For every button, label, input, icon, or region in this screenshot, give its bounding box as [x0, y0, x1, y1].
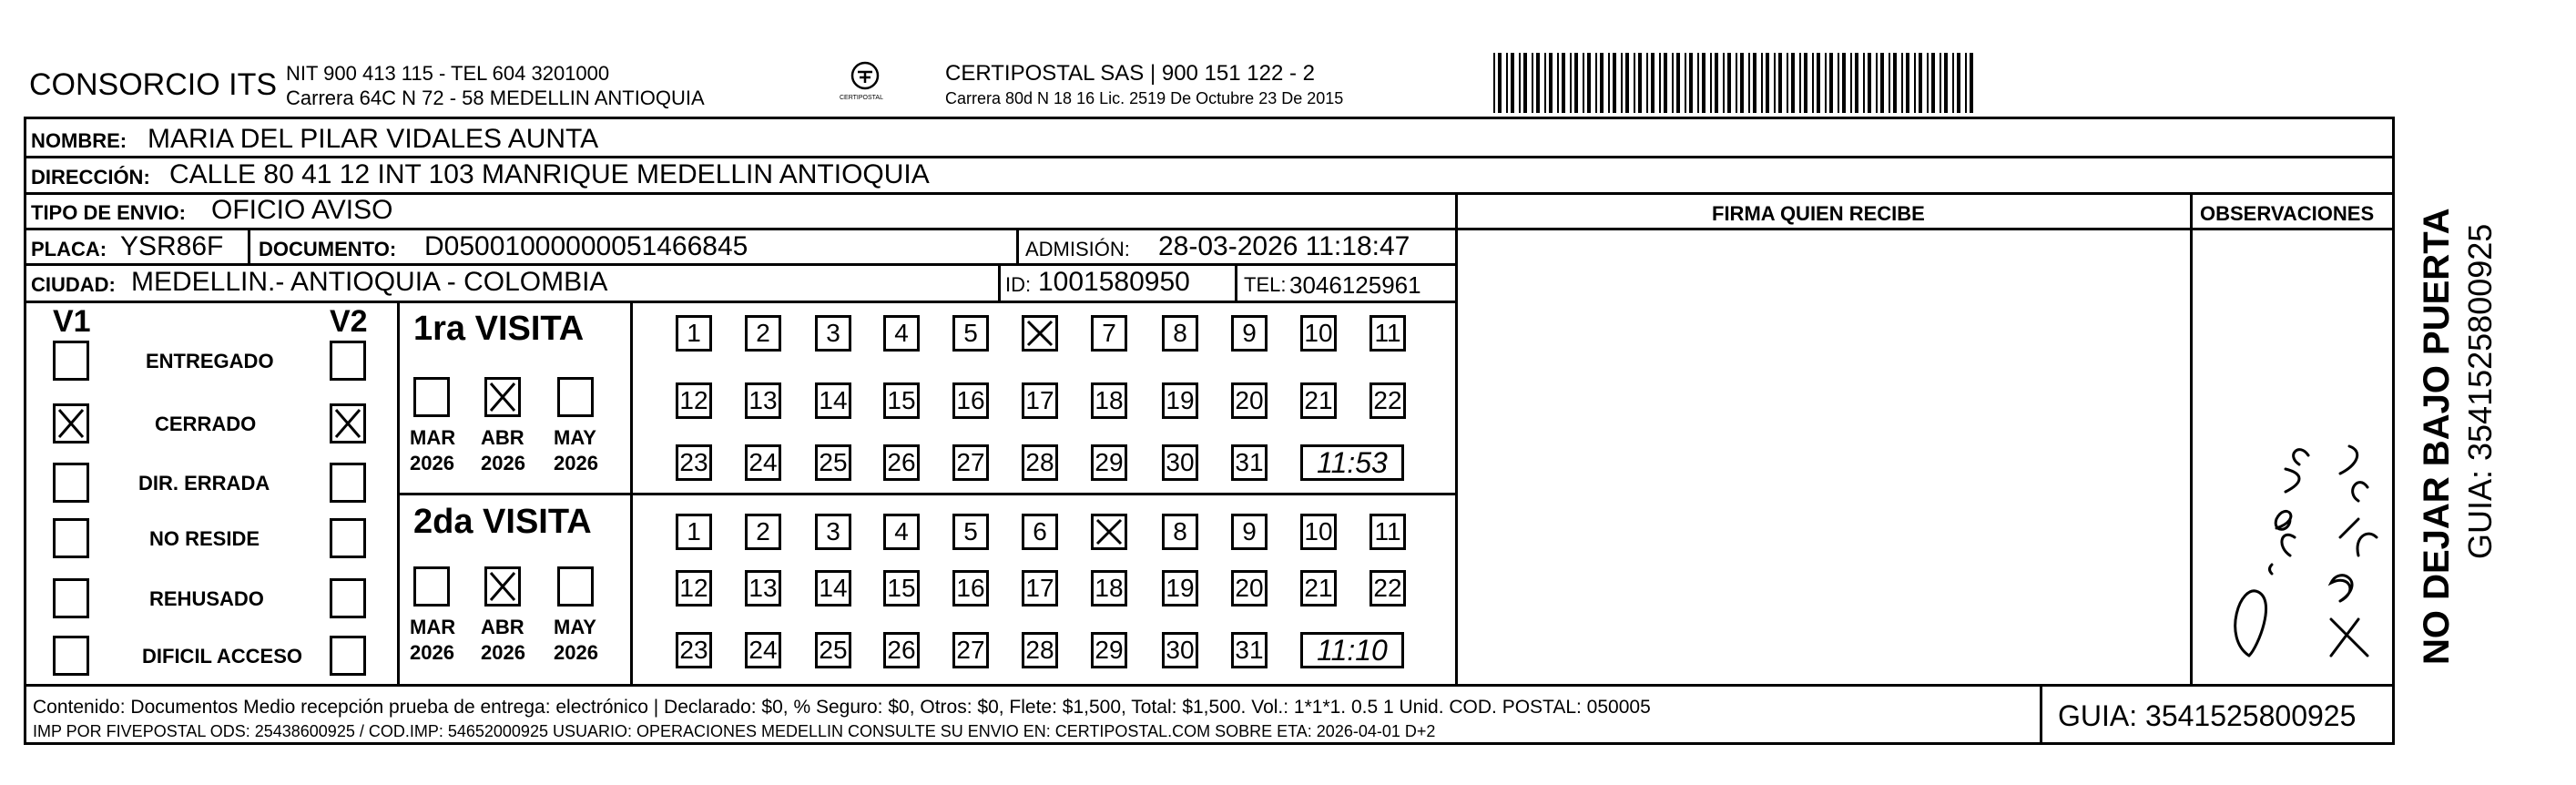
- v1-checkbox-dificil-acceso[interactable]: [53, 636, 89, 676]
- barcode-bar: [1761, 53, 1763, 113]
- day-number: 9: [1242, 517, 1257, 545]
- visit2-day-15[interactable]: [883, 570, 920, 607]
- day-number: 12: [679, 386, 708, 414]
- visit2-day-29[interactable]: [1091, 632, 1127, 668]
- reason-label: DIFICIL ACCESO: [142, 645, 303, 668]
- documento-label: DOCUMENTO:: [259, 238, 397, 260]
- barcode-bar: [1791, 53, 1795, 113]
- barcode-bar: [1498, 53, 1502, 113]
- id-label: ID:: [1005, 273, 1032, 296]
- visit2-month-label: MAR: [410, 616, 456, 638]
- barcode-bar: [1710, 53, 1712, 113]
- check-mark-icon: [332, 406, 363, 441]
- day-number: 2: [756, 319, 770, 347]
- visit1-day-24[interactable]: [745, 444, 781, 481]
- visit1-day-18[interactable]: [1091, 382, 1127, 419]
- visit1-day-11[interactable]: [1369, 315, 1406, 352]
- visit1-day-16[interactable]: [952, 382, 989, 419]
- visit1-day-22[interactable]: [1369, 382, 1406, 419]
- barcode-bar: [1817, 53, 1820, 113]
- day-number: 28: [1025, 636, 1054, 664]
- day-number: 3: [826, 319, 840, 347]
- visit1-day-8[interactable]: [1162, 315, 1198, 352]
- visit2-month-label: ABR: [481, 616, 524, 638]
- barcode-bar: [1804, 53, 1807, 113]
- visit1-day-14[interactable]: [815, 382, 851, 419]
- v2-checkbox-dir-errada[interactable]: [330, 463, 366, 503]
- barcode-bar: [1838, 53, 1839, 113]
- barcode: [1493, 53, 1976, 115]
- tipo-envio-label: TIPO DE ENVIO:: [31, 201, 186, 224]
- barcode-bar: [1493, 53, 1495, 113]
- placa-label: PLACA:: [31, 238, 107, 260]
- day-number: 25: [819, 636, 848, 664]
- certipostal-logo-icon: [843, 60, 887, 91]
- day-number: 9: [1242, 319, 1257, 347]
- visit1-day-23[interactable]: [676, 444, 712, 481]
- visit2-day-8[interactable]: [1162, 514, 1198, 550]
- visit2-day-26[interactable]: [883, 632, 920, 668]
- side-guia: GUIA: 3541525800925: [2461, 223, 2499, 559]
- visit1-day-29[interactable]: [1091, 444, 1127, 481]
- day-number: 5: [963, 517, 978, 545]
- visit1-day-17[interactable]: [1022, 382, 1058, 419]
- visit1-month-abr-checkbox[interactable]: [484, 377, 521, 417]
- visit1-day-20[interactable]: [1231, 382, 1268, 419]
- barcode-bar: [1906, 53, 1909, 113]
- barcode-bar: [1532, 53, 1533, 113]
- day-number: 5: [963, 319, 978, 347]
- visit2-day-10[interactable]: [1300, 514, 1337, 550]
- observaciones-label: OBSERVACIONES: [2200, 202, 2375, 225]
- barcode-bar: [1574, 53, 1578, 113]
- col-line: [1016, 228, 1019, 264]
- barcode-bar: [1957, 53, 1960, 113]
- visit2-day-12[interactable]: [676, 570, 712, 607]
- barcode-bar: [1570, 53, 1572, 113]
- day-number: 20: [1235, 386, 1264, 414]
- day-number: 8: [1173, 517, 1187, 545]
- barcode-bar: [1625, 53, 1629, 113]
- visit2-month-may-checkbox[interactable]: [557, 566, 594, 607]
- visit1-year-label: 2026: [481, 452, 525, 474]
- visit1-year-label: 2026: [410, 452, 454, 474]
- certipostal-logo-text: CERTIPOSTAL: [840, 95, 883, 101]
- visit1-day-19[interactable]: [1162, 382, 1198, 419]
- row-line: [24, 228, 2395, 230]
- col-line-firma: [1455, 192, 1458, 685]
- visit1-month-mar-checkbox[interactable]: [413, 377, 450, 417]
- day-number: 27: [956, 448, 985, 476]
- v1-label: V1: [53, 304, 91, 339]
- barcode-bar: [1583, 53, 1584, 113]
- barcode-bar: [1595, 53, 1597, 113]
- visit1-year-label: 2026: [554, 452, 598, 474]
- barcode-bar: [1893, 53, 1897, 113]
- visit2-day-23[interactable]: [676, 632, 712, 668]
- documento-value: D05001000000051466845: [424, 231, 748, 261]
- barcode-bar: [1855, 53, 1858, 113]
- visit1-day-15[interactable]: [883, 382, 920, 419]
- day-number: 24: [748, 636, 778, 664]
- barcode-bar: [1919, 53, 1922, 113]
- check-mark-icon: [56, 406, 87, 441]
- barcode-bar: [1587, 53, 1591, 113]
- footer-imp: IMP POR FIVEPOSTAL ODS: 25438600925 / COD.IMP: 54652000925 USUARIO: OPERACIONES MEDELLIN CONSULTE SU ENVIO EN: CERTIPOSTAL.COM SOBRE ETA: 2026-04-01 D+2: [33, 722, 1436, 740]
- day-number: 25: [819, 448, 848, 476]
- day-number: 18: [1095, 574, 1124, 602]
- reason-label: CERRADO: [155, 413, 257, 435]
- visit1-month-label: ABR: [481, 426, 524, 449]
- visit2-day-27[interactable]: [952, 632, 989, 668]
- visit1-day-6[interactable]: [1022, 315, 1058, 352]
- day-number: 16: [956, 574, 985, 602]
- visit1-day-26[interactable]: [883, 444, 920, 481]
- reason-label: REHUSADO: [149, 587, 264, 610]
- barcode-bar: [1748, 53, 1750, 113]
- barcode-bar: [1970, 53, 1973, 113]
- visit2-day-1[interactable]: [676, 514, 712, 550]
- visit2-day-24[interactable]: [745, 632, 781, 668]
- day-number: 11: [1374, 517, 1401, 545]
- barcode-bar: [1676, 53, 1680, 113]
- day-number: 22: [1373, 386, 1402, 414]
- ciudad-value: MEDELLIN.- ANTIOQUIA - COLOMBIA: [131, 267, 608, 297]
- barcode-bar: [1965, 53, 1967, 113]
- check-mark-icon: [1094, 516, 1125, 547]
- visit1-day-28[interactable]: [1022, 444, 1058, 481]
- barcode-bar: [1799, 53, 1801, 113]
- day-number: 6: [1033, 517, 1047, 545]
- check-mark-icon: [487, 569, 518, 604]
- day-number: 23: [679, 448, 708, 476]
- day-number: 14: [819, 574, 848, 602]
- visit2-day-31[interactable]: [1231, 632, 1268, 668]
- v1-checkbox-rehusado[interactable]: [53, 578, 89, 618]
- barcode-bar: [1944, 53, 1948, 113]
- company-nit: NIT 900 413 115 - TEL 604 3201000: [286, 62, 610, 85]
- visit1-day-4[interactable]: [883, 315, 920, 352]
- barcode-bar: [1638, 53, 1642, 113]
- col-line: [248, 228, 250, 264]
- visit2-day-9[interactable]: [1231, 514, 1268, 550]
- barcode-bar: [1842, 53, 1846, 113]
- visit1-month-label: MAY: [554, 426, 596, 449]
- visit1-day-1[interactable]: [676, 315, 712, 352]
- barcode-bar: [1952, 53, 1954, 113]
- visit2-day-14[interactable]: [815, 570, 851, 607]
- tel-label: TEL:: [1244, 273, 1287, 296]
- visit1-day-7[interactable]: [1091, 315, 1127, 352]
- visit2-day-30[interactable]: [1162, 632, 1198, 668]
- day-number: 26: [887, 636, 916, 664]
- day-number: 18: [1095, 386, 1124, 414]
- barcode-bar: [1613, 53, 1616, 113]
- barcode-bar: [1562, 53, 1565, 113]
- firma-label: FIRMA QUIEN RECIBE: [1712, 202, 1925, 225]
- row-line: [24, 156, 2395, 158]
- barcode-bar: [1736, 53, 1737, 113]
- barcode-bar: [1850, 53, 1852, 113]
- visit2-day-7[interactable]: [1091, 514, 1127, 550]
- visit2-year-label: 2026: [410, 641, 454, 664]
- barcode-bar: [1863, 53, 1865, 113]
- barcode-bar: [1740, 53, 1744, 113]
- barcode-bar: [1927, 53, 1929, 113]
- day-number: 21: [1304, 574, 1333, 602]
- barcode-bar: [1536, 53, 1540, 113]
- day-number: 1: [687, 517, 701, 545]
- tipo-envio-value: OFICIO AVISO: [211, 195, 393, 225]
- barcode-bar: [1723, 53, 1725, 113]
- v1-checkbox-entregado[interactable]: [53, 341, 89, 381]
- barcode-bar: [1672, 53, 1674, 113]
- visit2-day-18[interactable]: [1091, 570, 1127, 607]
- placa-value: YSR86F: [120, 231, 224, 261]
- day-number: 4: [894, 517, 909, 545]
- barcode-bar: [1940, 53, 1941, 113]
- handwritten-observation-text: Dinagre X Blanco: [2204, 310, 2211, 311]
- visit2-month-label: MAY: [554, 616, 596, 638]
- visit2-time: 11:10: [1317, 633, 1388, 667]
- barcode-bar: [1659, 53, 1661, 113]
- day-number: 13: [748, 574, 778, 602]
- visit1-month-label: MAR: [410, 426, 456, 449]
- barcode-bar: [1664, 53, 1667, 113]
- barcode-bar: [1812, 53, 1814, 113]
- col-line-guia: [2040, 684, 2042, 745]
- barcode-bar: [1766, 53, 1769, 113]
- day-number: 11: [1374, 319, 1401, 347]
- barcode-bar: [1646, 53, 1648, 113]
- day-number: 15: [887, 386, 916, 414]
- check-mark-icon: [1024, 318, 1055, 349]
- barcode-bar: [1685, 53, 1686, 113]
- day-number: 31: [1235, 636, 1264, 664]
- visit2-title: 2da VISITA: [413, 503, 592, 541]
- barcode-bar: [1868, 53, 1871, 113]
- day-number: 13: [748, 386, 778, 414]
- admision-label: ADMISIÓN:: [1025, 238, 1130, 260]
- barcode-bar: [1880, 53, 1884, 113]
- v1-checkbox-cerrado[interactable]: [53, 403, 89, 443]
- check-mark-icon: [487, 380, 518, 414]
- ciudad-label: CIUDAD:: [31, 273, 116, 296]
- barcode-bar: [1621, 53, 1623, 113]
- visit2-day-21[interactable]: [1300, 570, 1337, 607]
- company-name: CONSORCIO ITS: [29, 67, 278, 102]
- visit2-day-13[interactable]: [745, 570, 781, 607]
- visit2-year-label: 2026: [481, 641, 525, 664]
- admision-value: 28-03-2026 11:18:47: [1158, 231, 1410, 261]
- handwritten-observation: [2204, 310, 2395, 674]
- visit1-day-21[interactable]: [1300, 382, 1337, 419]
- day-number: 4: [894, 319, 909, 347]
- barcode-bar: [1889, 53, 1890, 113]
- barcode-bar: [1876, 53, 1878, 113]
- direccion-label: DIRECCIÓN:: [31, 166, 150, 189]
- day-number: 10: [1304, 319, 1333, 347]
- visit1-day-9[interactable]: [1231, 315, 1268, 352]
- barcode-bar: [1600, 53, 1604, 113]
- barcode-bar: [1787, 53, 1788, 113]
- nombre-value: MARIA DEL PILAR VIDALES AUNTA: [148, 124, 599, 154]
- day-number: 26: [887, 448, 916, 476]
- direccion-value: CALLE 80 41 12 INT 103 MANRIQUE MEDELLIN ANTIOQUIA: [169, 159, 930, 189]
- side-no-dejar: NO DEJAR BAJO PUERTA: [2417, 208, 2457, 665]
- visit1-day-5[interactable]: [952, 315, 989, 352]
- day-number: 2: [756, 517, 770, 545]
- v1-checkbox-no-reside[interactable]: [53, 518, 89, 558]
- certi-address: Carrera 80d N 18 16 Lic. 2519 De Octubre 23 De 2015: [945, 89, 1344, 107]
- barcode-bar: [1778, 53, 1782, 113]
- col-line: [998, 263, 1001, 301]
- company-address: Carrera 64C N 72 - 58 MEDELLIN ANTIOQUIA: [286, 87, 705, 109]
- certipostal-logo: [840, 60, 887, 104]
- visit1-day-31[interactable]: [1231, 444, 1268, 481]
- barcode-bar: [1727, 53, 1731, 113]
- barcode-bar: [1829, 53, 1833, 113]
- barcode-bar: [1774, 53, 1776, 113]
- day-number: 17: [1025, 574, 1054, 602]
- barcode-bar: [1544, 53, 1546, 113]
- visit2-day-6[interactable]: [1022, 514, 1058, 550]
- day-number: 20: [1235, 574, 1264, 602]
- tel-value: 3046125961: [1289, 271, 1421, 299]
- barcode-bar: [1557, 53, 1559, 113]
- day-number: 17: [1025, 386, 1054, 414]
- day-number: 10: [1304, 517, 1333, 545]
- visit2-day-11[interactable]: [1369, 514, 1406, 550]
- day-number: 15: [887, 574, 916, 602]
- visit2-day-28[interactable]: [1022, 632, 1058, 668]
- visit-divider: [397, 493, 1456, 495]
- visit2-month-mar-checkbox[interactable]: [413, 566, 450, 607]
- day-number: 29: [1095, 636, 1124, 664]
- day-number: 31: [1235, 448, 1264, 476]
- visit1-day-30[interactable]: [1162, 444, 1198, 481]
- visit1-month-may-checkbox[interactable]: [557, 377, 594, 417]
- barcode-bar: [1715, 53, 1718, 113]
- day-number: 23: [679, 636, 708, 664]
- visit2-day-25[interactable]: [815, 632, 851, 668]
- visit1-day-12[interactable]: [676, 382, 712, 419]
- visit1-day-27[interactable]: [952, 444, 989, 481]
- day-number: 22: [1373, 574, 1402, 602]
- day-number: 14: [819, 386, 848, 414]
- visit2-day-22[interactable]: [1369, 570, 1406, 607]
- visit2-year-label: 2026: [554, 641, 598, 664]
- day-number: 19: [1166, 574, 1195, 602]
- visit2-day-20[interactable]: [1231, 570, 1268, 607]
- day-number: 24: [748, 448, 778, 476]
- day-number: 16: [956, 386, 985, 414]
- visit2-day-4[interactable]: [883, 514, 920, 550]
- barcode-bar: [1702, 53, 1705, 113]
- v2-checkbox-no-reside[interactable]: [330, 518, 366, 558]
- visit2-day-17[interactable]: [1022, 570, 1058, 607]
- day-number: 27: [956, 636, 985, 664]
- visit2-month-abr-checkbox[interactable]: [484, 566, 521, 607]
- visit2-day-2[interactable]: [745, 514, 781, 550]
- barcode-bar: [1506, 53, 1508, 113]
- visit2-day-16[interactable]: [952, 570, 989, 607]
- visit1-day-2[interactable]: [745, 315, 781, 352]
- barcode-bar: [1608, 53, 1610, 113]
- barcode-bar: [1511, 53, 1514, 113]
- barcode-bar: [1519, 53, 1521, 113]
- barcode-bar: [1753, 53, 1756, 113]
- visit2-time-box[interactable]: [1300, 632, 1404, 668]
- row-line: [24, 301, 1456, 303]
- barcode-bar: [1549, 53, 1553, 113]
- day-number: 8: [1173, 319, 1187, 347]
- footer-guia: GUIA: 3541525800925: [2058, 699, 2357, 732]
- reason-label: DIR. ERRADA: [138, 472, 270, 494]
- day-number: 30: [1166, 448, 1195, 476]
- footer-contenido: Contenido: Documentos Medio recepción prueba de entrega: electrónico | Declarado: $0, % Seguro: $0, Otros: $0, Flete: $1,500, Total: $1,500. Vol.: 1*1*1. 0.5 1 Unid. COD. POSTAL: 050005: [33, 697, 1651, 718]
- barcode-bar: [1914, 53, 1916, 113]
- day-number: 29: [1095, 448, 1124, 476]
- v2-checkbox-dificil-acceso[interactable]: [330, 636, 366, 676]
- visit1-day-10[interactable]: [1300, 315, 1337, 352]
- v2-label: V2: [330, 304, 368, 339]
- reason-label: ENTREGADO: [146, 350, 274, 372]
- visit2-day-3[interactable]: [815, 514, 851, 550]
- visit2-day-5[interactable]: [952, 514, 989, 550]
- certi-name: CERTIPOSTAL SAS | 900 151 122 - 2: [945, 61, 1315, 86]
- barcode-bar: [1634, 53, 1635, 113]
- day-number: 12: [679, 574, 708, 602]
- v2-checkbox-cerrado[interactable]: [330, 403, 366, 443]
- visit1-time: 11:53: [1317, 445, 1388, 479]
- visit2-day-19[interactable]: [1162, 570, 1198, 607]
- v2-checkbox-entregado[interactable]: [330, 341, 366, 381]
- visit1-day-13[interactable]: [745, 382, 781, 419]
- col-line: [1235, 263, 1237, 301]
- id-value: 1001580950: [1038, 267, 1190, 297]
- row-line: [24, 263, 1456, 266]
- barcode-bar: [1651, 53, 1655, 113]
- barcode-bar: [1901, 53, 1903, 113]
- barcode-bar: [1697, 53, 1699, 113]
- barcode-bar: [1825, 53, 1827, 113]
- day-number: 21: [1304, 386, 1333, 414]
- v2-checkbox-rehusado[interactable]: [330, 578, 366, 618]
- day-number: 30: [1166, 636, 1195, 664]
- v1-checkbox-dir-errada[interactable]: [53, 463, 89, 503]
- col-line-obs: [2190, 192, 2193, 685]
- day-number: 19: [1166, 386, 1195, 414]
- reason-label: NO RESIDE: [149, 527, 260, 550]
- nombre-label: NOMBRE:: [31, 129, 127, 152]
- barcode-bar: [1523, 53, 1527, 113]
- day-number: 3: [826, 517, 840, 545]
- visit1-day-25[interactable]: [815, 444, 851, 481]
- visit1-time-box[interactable]: [1300, 444, 1404, 481]
- barcode-bar: [1931, 53, 1935, 113]
- day-number: 7: [1102, 319, 1116, 347]
- visit1-title: 1ra VISITA: [413, 310, 585, 348]
- day-number: 1: [687, 319, 701, 347]
- barcode-bar: [1689, 53, 1693, 113]
- visit1-day-3[interactable]: [815, 315, 851, 352]
- day-number: 28: [1025, 448, 1054, 476]
